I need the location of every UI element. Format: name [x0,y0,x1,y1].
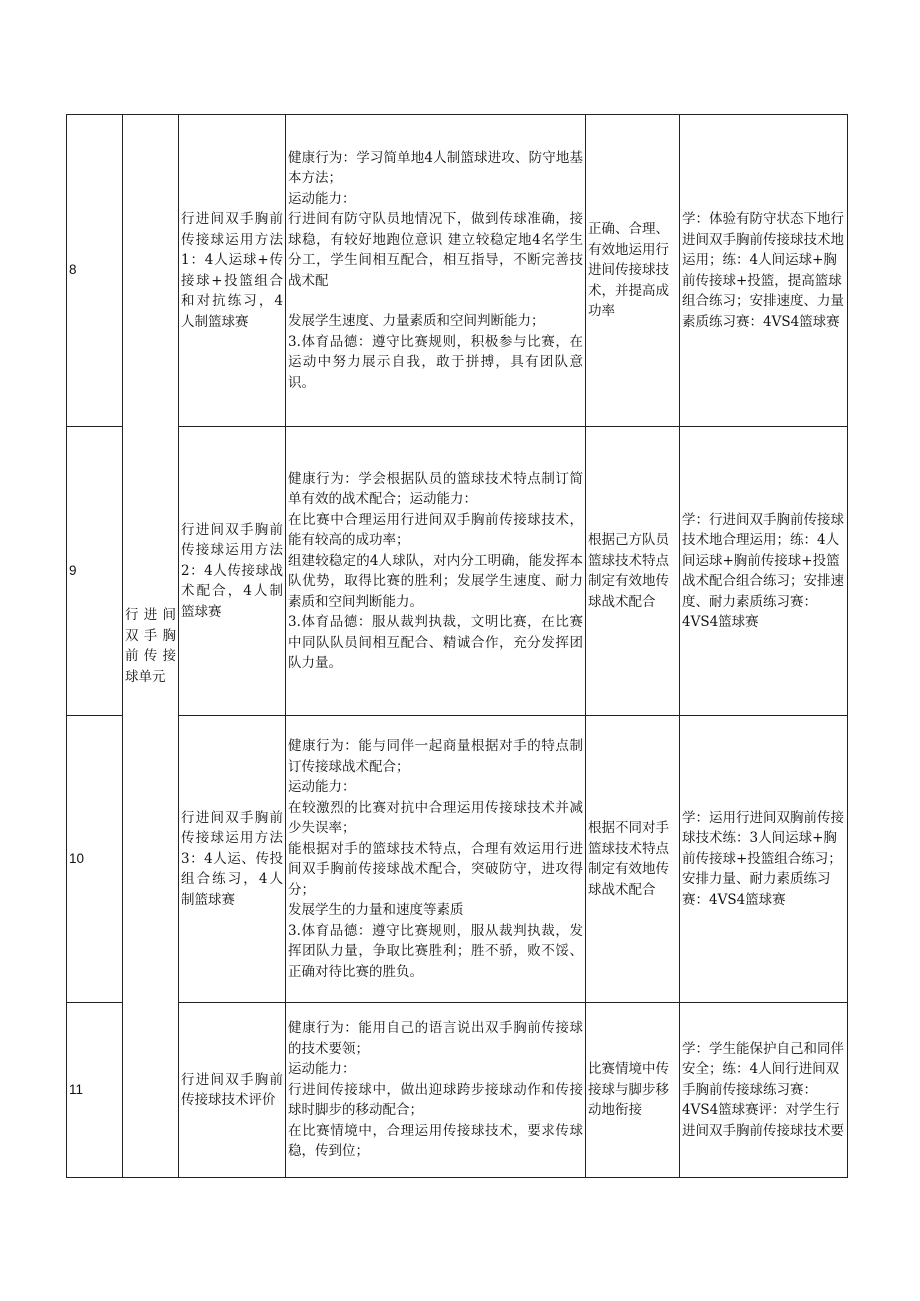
unit-name: 行进间双手胸前传接球单元 [123,115,179,1178]
learning-goals [286,716,586,1003]
teaching-activities: 学：运用行进间双胸前传接球技术练：3人间运球+胸前传接球+投篮组合练习；安排力量、耐力素质练习赛：4VS4篮球赛 [680,716,848,1003]
learning-goals [286,1003,586,1178]
lesson-topic: 行进间双手胸前传接球运用方法1：4人运球+传接球+投篮组合和对抗练习，4人制篮球赛 [179,115,286,427]
learning-goals [286,427,586,716]
table-row [67,1003,848,1178]
table-row [67,716,848,1003]
goal-line: 健康行为：学习简单地4人制篮球进攻、防守地基本方法； [288,149,583,187]
table-row [67,115,848,427]
goal-line: 运动能力： [288,779,356,795]
lesson-topic: 行进间双手胸前传接球技术评价 [179,1003,286,1178]
goal-line: 3.体育品德：服从裁判执裁，文明比赛，在比赛中同队队员间相互配合、精诚合作，充分发挥团队力量。 [288,614,583,671]
key-point: 比赛情境中传接球与脚步移动地衔接 [586,1003,680,1178]
lesson-number: 8 [67,115,123,427]
table-row [67,427,848,716]
teaching-activities: 学：体验有防守状态下地行进间双手胸前传接球技术地运用；练：4人间运球+胸前传接球+投篮，提高篮球组合练习；安排速度、力量素质练习赛：4VS4篮球赛 [680,115,848,427]
goal-line: 能根据对手的篮球技术特点，合理有效运用行进间双手胸前传接球战术配合，突破防守，进攻得分； [288,840,583,898]
goal-line: 3.体育品德：遵守比赛规则，积极参与比赛，在运动中努力展示自我，敢于拼搏，具有团队意识。 [288,333,583,391]
lesson-number: 10 [67,716,123,1003]
goal-line: 行进间有防守队员地情况下，做到传球准确，接球稳，有较好地跑位意识 建立较稳定地4名学生分工，学生间相互配合，相互指导，不断完善技战术配 [288,211,583,289]
lesson-topic: 行进间双手胸前传接球运用方法2：4人传接球战术配合，4人制篮球赛 [179,427,286,716]
goal-line: 健康行为：学会根据队员的篮球技术特点制订简单有效的战术配合；运动能力： [288,470,583,507]
goal-line: 在较激烈的比赛对抗中合理运用传接球技术并减少失误率； [288,799,583,836]
teaching-activities: 学：行进间双手胸前传接球技术地合理运用；练：4人间运球+胸前传接球+投篮战术配合组合练习；安排速度、耐力素质练习赛：4VS4篮球赛 [680,427,848,716]
teaching-activities: 学：学生能保护自己和同伴安全；练：4人间行进间双手胸前传接球练习赛：4VS4篮球赛评：对学生行进间双手胸前传接球技术要 [680,1003,848,1178]
goal-line: 在比赛中合理运用行进间双手胸前传接球技术，能有较高的成功率； [288,511,583,548]
lesson-number: 11 [67,1003,123,1178]
lesson-number: 9 [67,427,123,716]
goal-line: 运动能力： [288,1061,356,1078]
goal-line [288,291,583,311]
key-point: 正确、合理、有效地运用行进间传接球技术，并提高成功率 [586,115,680,427]
key-point: 根据不同对手篮球技术特点制定有效地传球战术配合 [586,716,680,1003]
goal-line: 发展学生的力量和速度等素质 [288,902,464,918]
goal-line: 组建较稳定的4人球队，对内分工明确，能发挥本队优势，取得比赛的胜利；发展学生速度、耐力素质和空间判断能力。 [288,552,583,610]
lesson-topic: 行进间双手胸前传接球运用方法3：4人运、传投组合练习，4人制篮球赛 [179,716,286,1003]
goal-line: 发展学生速度、力量素质和空间判断能力； [288,313,545,330]
goal-line: 行进间传接球中，做出迎球跨步接球动作和传接球时脚步的移动配合； [288,1081,583,1119]
goal-line: 健康行为：能与同伴一起商量根据对手的特点制订传接球战术配合； [288,738,583,775]
goal-line: 3.体育品德：遵守比赛规则，服从裁判执裁，发挥团队力量，争取比赛胜利；胜不骄，败不馁、正确对待比赛的胜负。 [288,922,583,980]
goal-line: 运动能力： [288,190,356,207]
key-point: 根据己方队员篮球技术特点制定有效地传球战术配合 [586,427,680,716]
goal-line: 在比赛情境中，合理运用传接球技术，要求传球稳，传到位； [288,1122,583,1160]
goal-line: 健康行为：能用自己的语言说出双手胸前传接球的技术要领； [288,1020,583,1057]
learning-goals [286,115,586,427]
lesson-plan-table [66,114,848,1178]
